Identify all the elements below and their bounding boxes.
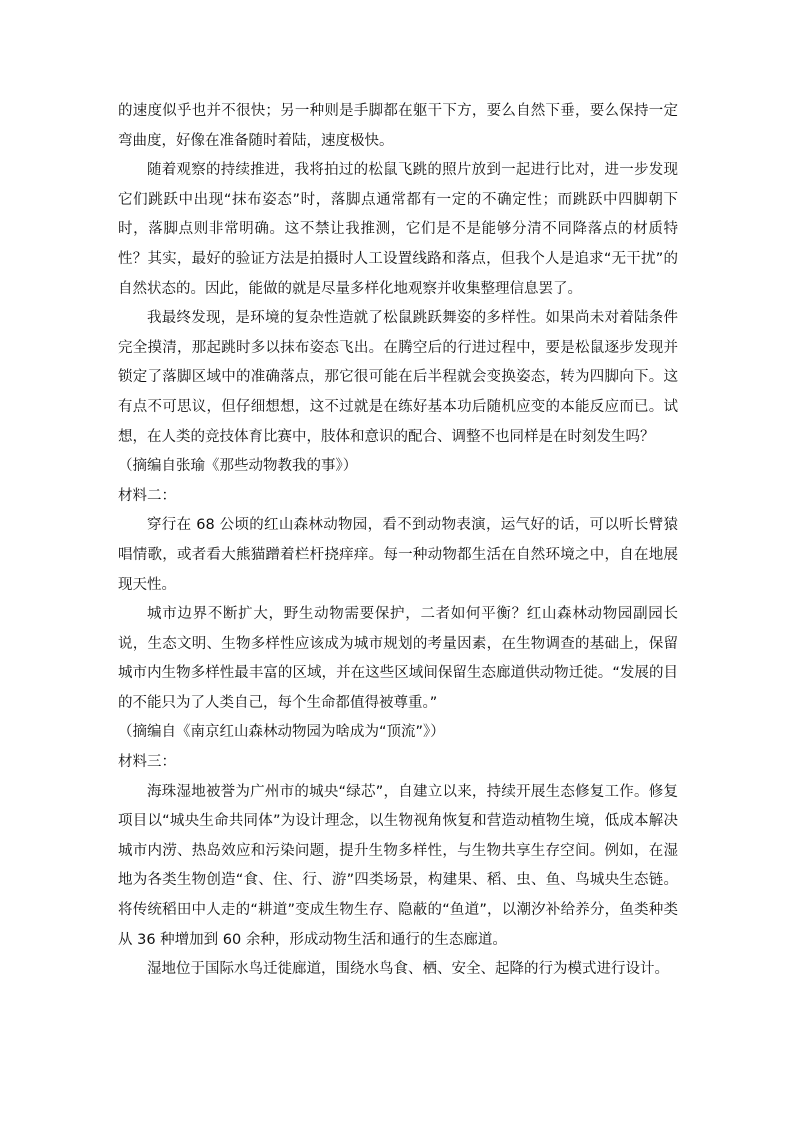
paragraph-continuation: 的速度似乎也并不很快；另一种则是手脚都在躯干下方，要么自然下垂，要么保持一定弯曲度，好像在准备随时着陆，速度极快。 [118,103,678,149]
paragraph-bird-corridor: 湿地位于国际水鸟迁徙廊道，围绕水鸟食、栖、安全、起降的行为模式进行设计。 [147,961,669,978]
material-three-heading: 材料三： [118,754,176,771]
paragraph-haizhu-wetland: 海珠湿地被誉为广州市的城央“绿芯”，自建立以来，持续开展生态修复工作。修复项目以“城央生命共同体”为设计理念，以生物视角恢复和营造动植物生境，低成本解决城市内涝、热岛效应和污染问题，提升生物多样性，与生物共享生存空间。例如，在湿地为各类生物创造“食、住、行、游”四类场景，构建果、稻、虫、鱼、鸟城央生态链。将传统稻田中人走的“耕道”变成生物生存、隐蔽的“鱼道”，以潮汐补给养分，鱼类种类从 36 种增加到 60 余种，形成动物生活和通行的生态廊道。 [118,783,678,948]
paragraph-squirrel-conclusion: 我最终发现，是环境的复杂性造就了松鼠跳跃舞姿的多样性。如果尚未对着陆条件完全摸清，那起跳时多以抹布姿态飞出。在腾空后的行进过程中，要是松鼠逐步发现并锁定了落脚区域中的准确落点，那它很可能在后半程就会变换姿态，转为四脚向下。这有点不可思议，但仔细想想，这不过就是在练好基本功后随机应变的本能反应而已。试想，在人类的竞技体育比赛中，肢体和意识的配合、调整不也同样是在时刻发生吗？ [118,310,678,445]
material-two-heading: 材料二： [118,487,176,504]
paragraph-squirrel-comparison: 随着观察的持续推进，我将拍过的松鼠飞跳的照片放到一起进行比对，进一步发现它们跳跃中出现“抹布姿态”时，落脚点通常都有一定的不确定性；而跳跃中四脚朝下时，落脚点则非常明确。这不禁让我推测，它们是不是能够分清不同降落点的材质特性？其实，最好的验证方法是拍摄时人工设置线路和落点，但我个人是追求“无干扰”的自然状态的。因此，能做的就是尽量多样化地观察并收集整理信息罢了。 [118,162,678,297]
document-body [118,97,678,985]
paragraph-city-balance: 城市边界不断扩大，野生动物需要保护，二者如何平衡？红山森林动物园副园长说，生态文明、生物多样性应该成为城市规划的考量因素，在生物调查的基础上，保留城市内生物多样性最丰富的区域，并在这些区域间保留生态廊道供动物迁徙。“发展的目的不能只为了人类自己，每个生命都值得被尊重。” [118,606,678,711]
source-citation-2: （摘编自《南京红山森林动物园为啥成为“顶流”》） [118,724,445,741]
source-citation-1: （摘编自张瑜《那些动物教我的事》） [118,458,358,475]
paragraph-hongshan-zoo: 穿行在 68 公顷的红山森林动物园，看不到动物表演，运气好的话，可以听长臂猿唱情歌，或者看大熊猫蹭着栏杆挠痒痒。每一种动物都生活在自然环境之中，自在地展现天性。 [118,517,678,593]
